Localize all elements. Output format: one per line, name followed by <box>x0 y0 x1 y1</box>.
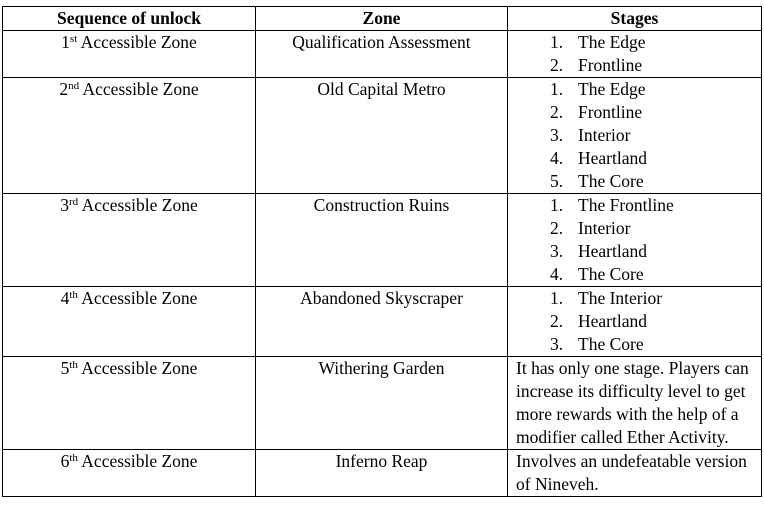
header-zone: Zone <box>256 7 508 31</box>
ordinal-suffix: nd <box>68 80 80 92</box>
stage-list <box>512 31 757 77</box>
ordinal-number: 5 <box>60 358 70 378</box>
table-row <box>3 78 762 194</box>
ordinal-suffix: th <box>69 289 78 301</box>
ordinal <box>59 79 198 99</box>
stages-cell <box>508 78 762 194</box>
header-stages: Stages <box>508 7 762 31</box>
stage-item: Frontline <box>578 55 643 75</box>
stage-item: Interior <box>578 218 631 238</box>
stage-item: Heartland <box>578 241 647 261</box>
stages-cell <box>508 287 762 357</box>
ordinal-suffix: th <box>69 359 78 371</box>
sequence-cell <box>3 287 256 357</box>
sequence-cell <box>3 31 256 78</box>
sequence-label: Accessible Zone <box>77 32 197 52</box>
unlock-sequence-table <box>2 6 762 497</box>
stage-item: Heartland <box>578 148 647 168</box>
stages-cell <box>508 450 762 497</box>
table-row <box>3 357 762 450</box>
table-row <box>3 31 762 78</box>
sequence-cell <box>3 450 256 497</box>
table-row <box>3 194 762 287</box>
zone-cell: Old Capital Metro <box>256 78 508 194</box>
stage-note: It has only one stage. Players can increase its difficulty level to get more rewards with the help of a modifier called Ether Activity. <box>516 358 749 447</box>
stage-item: Interior <box>578 125 631 145</box>
sequence-label: Accessible Zone <box>79 79 199 99</box>
zone-cell: Inferno Reap <box>256 450 508 497</box>
stage-item: The Edge <box>578 79 646 99</box>
stages-cell <box>508 194 762 287</box>
stage-item: The Edge <box>578 32 646 52</box>
table-row <box>3 450 762 497</box>
stages-cell <box>508 31 762 78</box>
sequence-label: Accessible Zone <box>77 358 198 378</box>
sequence-cell <box>3 357 256 450</box>
stage-item: The Core <box>578 171 644 191</box>
ordinal-suffix: rd <box>69 196 79 208</box>
ordinal-number: 6 <box>60 451 70 471</box>
stage-list <box>512 287 757 356</box>
stages-cell <box>508 357 762 450</box>
ordinal-suffix: th <box>69 452 78 464</box>
ordinal-suffix: st <box>69 33 78 45</box>
stage-item: The Core <box>578 264 644 284</box>
stage-item: Frontline <box>578 102 643 122</box>
ordinal-number: 3 <box>60 195 70 215</box>
stage-item: The Interior <box>578 288 663 308</box>
sequence-label: Accessible Zone <box>77 288 198 308</box>
zone-cell: Withering Garden <box>256 357 508 450</box>
ordinal-number: 2 <box>59 79 69 99</box>
stage-item: Heartland <box>578 311 647 331</box>
sequence-label: Accessible Zone <box>77 451 198 471</box>
ordinal <box>61 451 198 471</box>
header-row <box>3 7 762 31</box>
ordinal <box>61 32 197 52</box>
ordinal <box>61 358 198 378</box>
table-row <box>3 287 762 357</box>
zone-cell: Abandoned Skyscraper <box>256 287 508 357</box>
sequence-label: Accessible Zone <box>78 195 198 215</box>
stage-item: The Frontline <box>578 195 674 215</box>
stage-note: Involves an undefeatable version of Nineveh. <box>516 451 747 494</box>
header-sequence: Sequence of unlock <box>3 7 256 31</box>
zone-cell: Qualification Assessment <box>256 31 508 78</box>
ordinal <box>60 195 197 215</box>
ordinal <box>61 288 198 308</box>
zone-cell: Construction Ruins <box>256 194 508 287</box>
ordinal-number: 4 <box>60 288 70 308</box>
stage-item: The Core <box>578 334 644 354</box>
stage-list <box>512 194 757 286</box>
sequence-cell <box>3 78 256 194</box>
sequence-cell <box>3 194 256 287</box>
ordinal-number: 1 <box>61 32 70 52</box>
stage-list <box>512 78 757 193</box>
